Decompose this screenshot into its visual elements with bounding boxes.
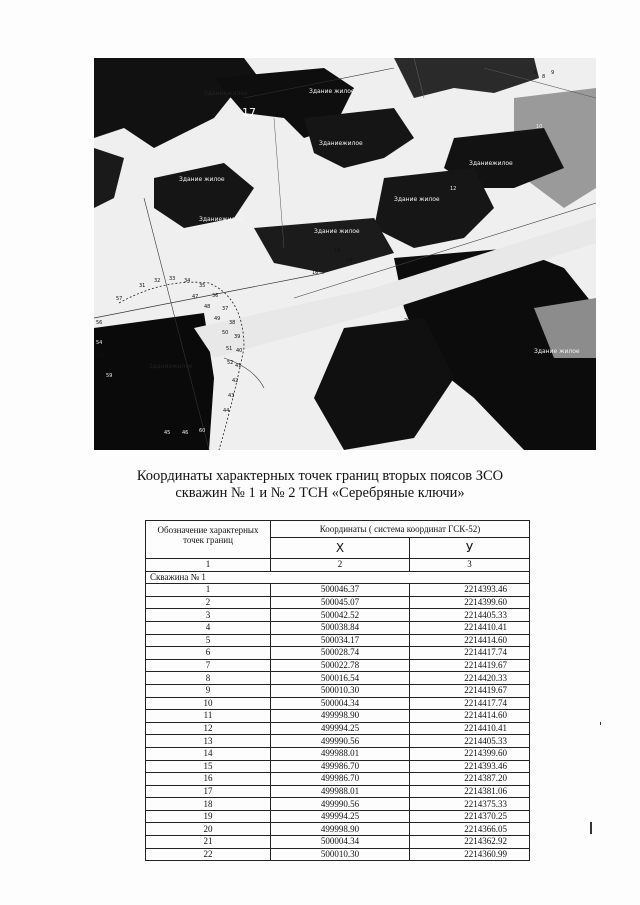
point-number: 41 <box>235 363 242 369</box>
coordinates-table <box>145 520 530 861</box>
y-coordinate-cell: 2214393.46 <box>410 760 530 773</box>
point-number: 45 <box>164 430 171 436</box>
section-title: Скважина № 1 <box>146 571 530 584</box>
x-column-header: X <box>271 538 410 559</box>
x-coordinate-cell: 499998.90 <box>271 710 410 723</box>
y-column-header: У <box>410 538 530 559</box>
point-number-cell: 21 <box>146 836 271 849</box>
point-number: 8 <box>542 74 546 80</box>
point-number: 12 <box>450 186 457 192</box>
point-number: 42 <box>232 378 239 384</box>
building-label: Зданиежилое <box>199 216 243 223</box>
point-number-cell: 7 <box>146 659 271 672</box>
point-number: 51 <box>226 346 233 352</box>
point-number-cell: 20 <box>146 823 271 836</box>
table-row <box>146 798 530 811</box>
y-coordinate-cell: 2214420.33 <box>410 672 530 685</box>
table-row <box>146 609 530 622</box>
table-row <box>146 760 530 773</box>
table-row <box>146 722 530 735</box>
point-number: 14 <box>334 248 341 254</box>
y-coordinate-cell: 2214399.60 <box>410 596 530 609</box>
table-row <box>146 848 530 861</box>
point-number: 47 <box>192 294 199 300</box>
y-coordinate-cell: 2214375.33 <box>410 798 530 811</box>
x-coordinate-cell: 499990.56 <box>271 735 410 748</box>
y-coordinate-cell: 2214405.33 <box>410 735 530 748</box>
point-number: 35 <box>199 283 206 289</box>
x-coordinate-cell: 500010.30 <box>271 848 410 861</box>
table-row <box>146 710 530 723</box>
y-coordinate-cell: 2214399.60 <box>410 747 530 760</box>
y-coordinate-cell: 2214410.41 <box>410 621 530 634</box>
x-coordinate-cell: 499994.25 <box>271 722 410 735</box>
y-coordinate-cell: 2214360.99 <box>410 848 530 861</box>
table-row <box>146 647 530 660</box>
x-coordinate-cell: 500046.37 <box>271 584 410 597</box>
point-number-cell: 15 <box>146 760 271 773</box>
point-number: 49 <box>214 316 221 322</box>
y-coordinate-cell: 2214414.60 <box>410 634 530 647</box>
x-coordinate-cell: 500042.52 <box>271 609 410 622</box>
building-label: Зданиежилое <box>204 90 248 97</box>
point-number: 50 <box>222 330 229 336</box>
x-coordinate-cell: 500045.07 <box>271 596 410 609</box>
x-coordinate-cell: 500028.74 <box>271 647 410 660</box>
section-row <box>146 571 530 584</box>
point-number: 34 <box>184 278 191 284</box>
building-label: Зданиежилое <box>319 140 363 147</box>
x-coordinate-cell: 499994.25 <box>271 810 410 823</box>
point-number-cell: 5 <box>146 634 271 647</box>
table-row <box>146 596 530 609</box>
x-coordinate-cell: 499990.56 <box>271 798 410 811</box>
y-coordinate-cell: 2214410.41 <box>410 722 530 735</box>
point-number: 18 <box>346 258 353 264</box>
point-number-cell: 8 <box>146 672 271 685</box>
point-number-cell: 3 <box>146 609 271 622</box>
building-label: Здание жилое <box>309 88 355 95</box>
column-number-row <box>146 559 530 572</box>
point-number: 55 <box>98 353 105 359</box>
point-number-cell: 18 <box>146 798 271 811</box>
y-coordinate-cell: 2214387.20 <box>410 773 530 786</box>
point-number: 43 <box>228 393 235 399</box>
point-number: 32 <box>154 278 161 284</box>
scan-artifact <box>600 722 601 725</box>
y-coordinate-cell: 2214362.92 <box>410 836 530 849</box>
title-line-2: скважин № 1 и № 2 ТСН «Серебряные ключи» <box>175 485 465 501</box>
building-label: Здание жилое <box>534 348 580 355</box>
point-number-cell: 17 <box>146 785 271 798</box>
point-number-cell: 10 <box>146 697 271 710</box>
y-coordinate-cell: 2214370.25 <box>410 810 530 823</box>
building-label: Здание жилое <box>179 176 225 183</box>
point-number: 16 <box>312 270 319 276</box>
point-number: 48 <box>204 304 211 310</box>
y-coordinate-cell: 2214417.74 <box>410 647 530 660</box>
building-label: Здание жилое <box>394 196 440 203</box>
x-coordinate-cell: 500004.34 <box>271 697 410 710</box>
plot-number-label: 17 <box>242 106 256 119</box>
point-number-cell: 9 <box>146 684 271 697</box>
point-number-cell: 6 <box>146 647 271 660</box>
point-number-cell: 11 <box>146 710 271 723</box>
point-number-cell: 4 <box>146 621 271 634</box>
x-coordinate-cell: 500004.34 <box>271 836 410 849</box>
building-label: Здание жилое <box>314 228 360 235</box>
point-number-cell: 2 <box>146 596 271 609</box>
point-number: 9 <box>551 70 555 76</box>
table-row <box>146 672 530 685</box>
point-number-cell: 13 <box>146 735 271 748</box>
table-row <box>146 836 530 849</box>
y-coordinate-cell: 2214381.06 <box>410 785 530 798</box>
column-number: 2 <box>271 559 410 572</box>
coordinates-header: Координаты ( система координат ГСК-52) <box>271 521 530 538</box>
point-number: 31 <box>139 283 146 289</box>
point-number: 40 <box>236 348 243 354</box>
column-number: 1 <box>146 559 271 572</box>
x-coordinate-cell: 500034.17 <box>271 634 410 647</box>
y-coordinate-cell: 2214393.46 <box>410 584 530 597</box>
point-number: 46 <box>182 430 189 436</box>
point-number: 37 <box>222 306 229 312</box>
table-row <box>146 823 530 836</box>
x-coordinate-cell: 499988.01 <box>271 785 410 798</box>
table-row <box>146 735 530 748</box>
point-number: 54 <box>96 340 103 346</box>
table-body <box>146 584 530 861</box>
point-number: 57 <box>116 296 123 302</box>
y-coordinate-cell: 2214366.05 <box>410 823 530 836</box>
table-row <box>146 684 530 697</box>
table-row <box>146 747 530 760</box>
x-coordinate-cell: 500038.84 <box>271 621 410 634</box>
table-row <box>146 634 530 647</box>
designation-header: Обозначение характерных точек границ <box>146 521 271 559</box>
x-coordinate-cell: 500016.54 <box>271 672 410 685</box>
point-number: 33 <box>169 276 176 282</box>
x-coordinate-cell: 499986.70 <box>271 773 410 786</box>
point-number: 10 <box>536 124 543 130</box>
scan-artifact <box>590 822 592 834</box>
y-coordinate-cell: 2214414.60 <box>410 710 530 723</box>
column-number: 3 <box>410 559 530 572</box>
table-row <box>146 810 530 823</box>
y-coordinate-cell: 2214405.33 <box>410 609 530 622</box>
building-label: Зданиежилое <box>149 363 193 370</box>
point-number-cell: 1 <box>146 584 271 597</box>
point-number-cell: 16 <box>146 773 271 786</box>
table-row <box>146 697 530 710</box>
point-number: 38 <box>229 320 236 326</box>
y-coordinate-cell: 2214419.67 <box>410 659 530 672</box>
x-coordinate-cell: 500010.30 <box>271 684 410 697</box>
aerial-map-image <box>94 58 596 450</box>
x-coordinate-cell: 499986.70 <box>271 760 410 773</box>
table-row <box>146 773 530 786</box>
table-row <box>146 621 530 634</box>
table-row <box>146 659 530 672</box>
table-row <box>146 584 530 597</box>
point-number-cell: 12 <box>146 722 271 735</box>
point-number: 56 <box>96 320 103 326</box>
point-number: 59 <box>106 373 113 379</box>
point-number: 60 <box>199 428 206 434</box>
y-coordinate-cell: 2214419.67 <box>410 684 530 697</box>
point-number-cell: 19 <box>146 810 271 823</box>
table-row <box>146 785 530 798</box>
point-number: 44 <box>223 408 230 414</box>
point-number: 20 <box>404 318 411 324</box>
building-label: Зданиежилое <box>469 160 513 167</box>
y-coordinate-cell: 2214417.74 <box>410 697 530 710</box>
x-coordinate-cell: 499998.90 <box>271 823 410 836</box>
point-number: 36 <box>212 293 219 299</box>
x-coordinate-cell: 500022.78 <box>271 659 410 672</box>
map-graphic <box>94 58 596 450</box>
point-number-cell: 14 <box>146 747 271 760</box>
x-coordinate-cell: 499988.01 <box>271 747 410 760</box>
point-number-cell: 22 <box>146 848 271 861</box>
point-number: 52 <box>227 360 234 366</box>
title-line-1: Координаты характерных точек границ вторых поясов ЗСО <box>136 468 504 484</box>
point-number: 39 <box>234 334 241 340</box>
point-number: 6 <box>534 70 538 76</box>
